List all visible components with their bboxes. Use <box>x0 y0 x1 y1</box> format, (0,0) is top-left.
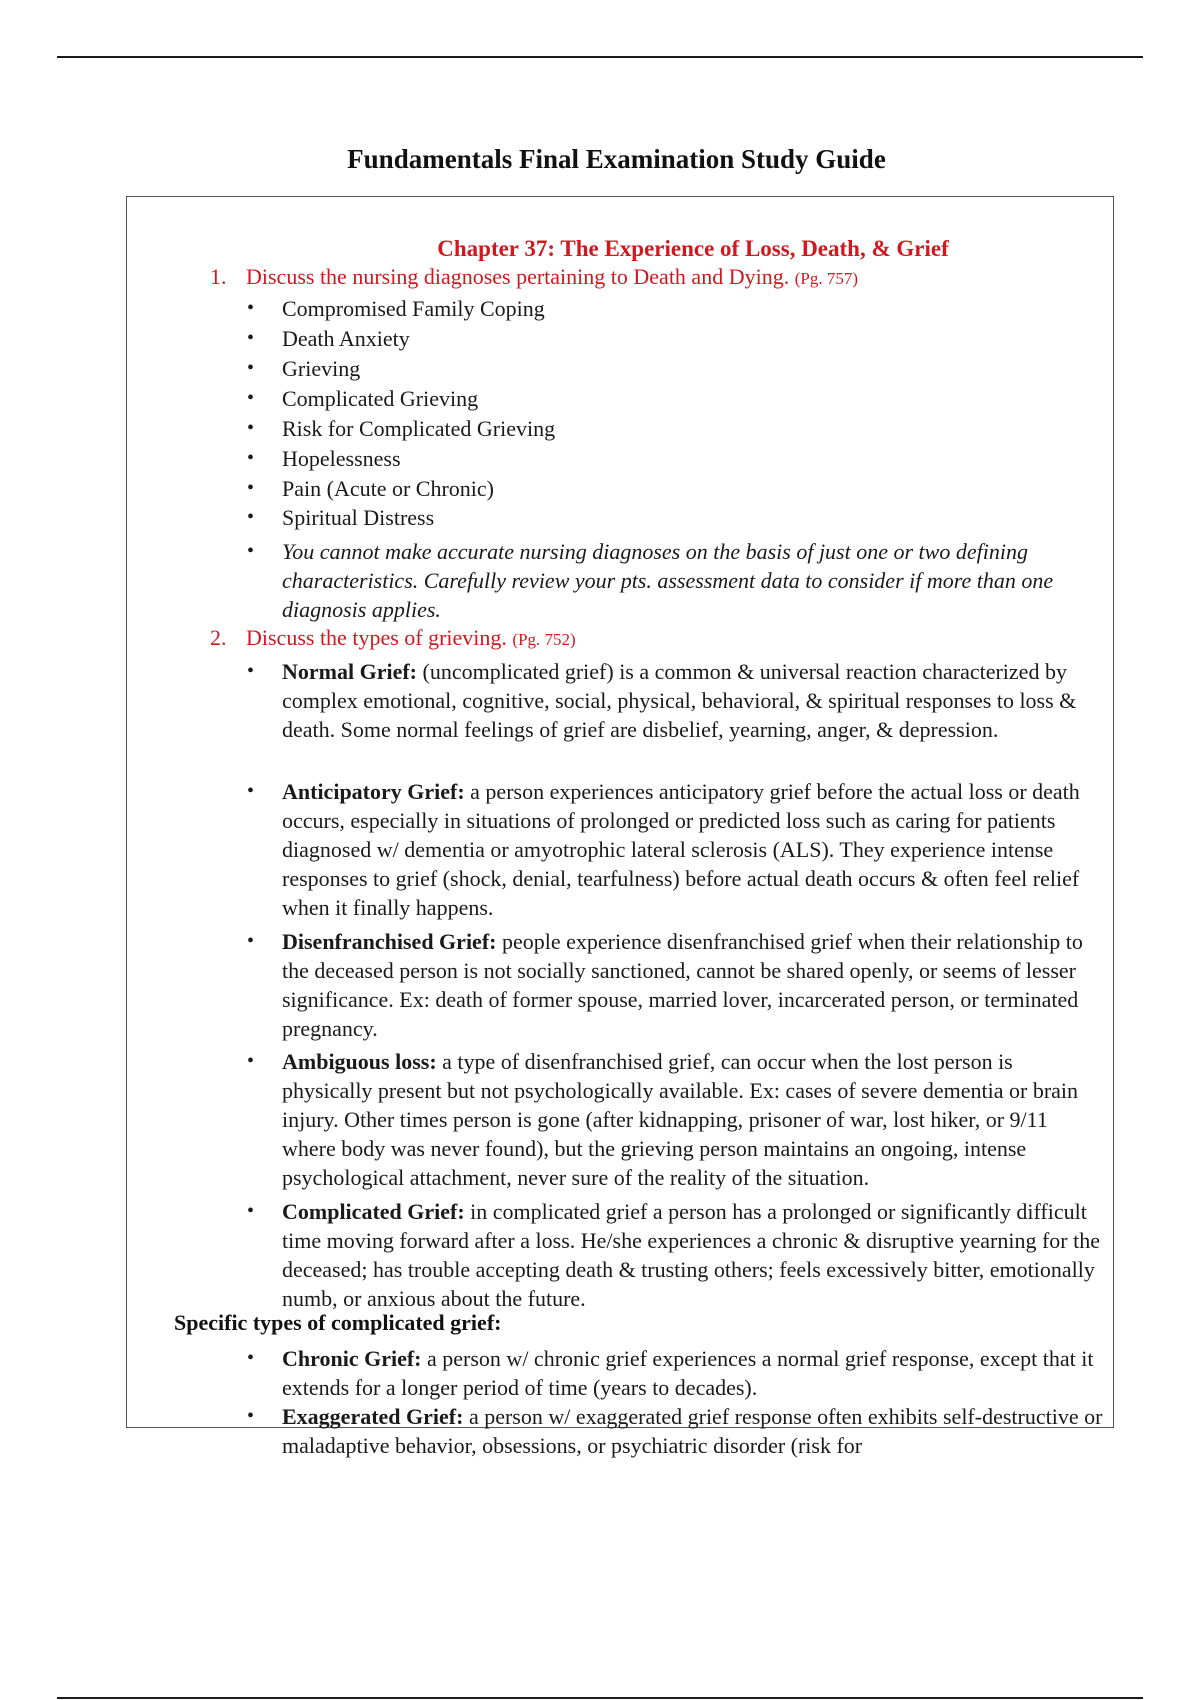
diagnosis-item: Complicated Grieving <box>282 386 479 411</box>
grief-type-description: a type of disenfranchised grief, can occur when the lost person is physically present but not psychologically available. Ex: cases of severe dementia or brain injury. Other times person is gone (after kidnapping, prisoner of war, lost hiker, or 9/11 where body was never found), but the grieving person maintains an ongoing, intense psychological attachment, never sure of the reality of the situation. <box>282 1049 1079 1190</box>
diagnosis-item: Spiritual Distress <box>282 505 435 530</box>
grief-type-description: a person w/ chronic grief experiences a normal grief response, except that it extends for a longer period of time (years to decades). <box>282 1346 1094 1400</box>
list-item <box>247 354 1107 383</box>
bullet-icon: • <box>247 540 255 562</box>
grief-type-entry <box>282 1402 1107 1460</box>
list-item <box>247 503 1107 532</box>
grief-type-description: a person w/ exaggerated grief response often exhibits self-destructive or maladaptive behavior, obsessions, or psychiatric disorder (risk for <box>282 1404 1103 1458</box>
chapter-heading: Chapter 37: The Experience of Loss, Death, & Grief <box>437 236 949 261</box>
page-reference: (Pg. 752) <box>512 630 576 649</box>
grief-type-description: in complicated grief a person has a prolonged or significantly difficult time moving forward after a loss. He/she experiences a chronic & disruptive yearning for the deceased; has trouble accepting death & trusting others; feels excessively bitter, emotionally numb, or anxious about the future. <box>282 1199 1100 1311</box>
page-reference: (Pg. 757) <box>794 269 858 288</box>
grief-type-term: Complicated Grief: <box>282 1199 465 1224</box>
bullet-icon: • <box>247 780 255 802</box>
list-item <box>247 1197 1107 1313</box>
bottom-rule <box>57 1697 1143 1699</box>
bullet-icon: • <box>247 327 255 349</box>
question-text: Discuss the types of grieving. <box>246 625 507 650</box>
question-2 <box>210 625 576 651</box>
question-number: 1. <box>210 264 227 289</box>
bullet-icon: • <box>247 930 255 952</box>
list-item <box>247 657 1107 744</box>
grief-type-description: (uncomplicated grief) is a common & universal reaction characterized by complex emotional, cognitive, social, physical, behavioral, & spiritual responses to loss & death. Some normal feelings of grief are disbelief, yearning, anger, & depression. <box>282 659 1077 742</box>
grief-type-term: Disenfranchised Grief: <box>282 929 497 954</box>
list-item <box>247 414 1107 443</box>
grief-type-term: Exaggerated Grief: <box>282 1404 464 1429</box>
grief-type-term: Ambiguous loss: <box>282 1049 437 1074</box>
diagnosis-item: Hopelessness <box>282 446 401 471</box>
bullet-icon: • <box>247 357 255 379</box>
list-item <box>247 294 1107 323</box>
list-item <box>247 1344 1107 1402</box>
diagnoses-note: You cannot make accurate nursing diagnoses on the basis of just one or two defining characteristics. Carefully review your pts. assessment data to consider if more than one diagnosis applies. <box>282 539 1054 622</box>
complicated-grief-subheading: Specific types of complicated grief: <box>174 1310 502 1335</box>
list-item <box>247 1402 1107 1460</box>
diagnosis-item: Compromised Family Coping <box>282 296 545 321</box>
grief-type-entry <box>282 1344 1107 1402</box>
grief-type-term: Normal Grief: <box>282 659 417 684</box>
bullet-icon: • <box>247 1050 255 1072</box>
bullet-icon: • <box>247 1200 255 1222</box>
list-item <box>247 1047 1107 1192</box>
list-item <box>247 474 1107 503</box>
bullet-icon: • <box>247 506 255 528</box>
list-item <box>247 777 1107 922</box>
grief-type-entry <box>282 1047 1107 1192</box>
bullet-icon: • <box>247 1347 255 1369</box>
grief-type-term: Chronic Grief: <box>282 1346 422 1371</box>
list-item <box>247 537 1107 624</box>
grief-type-entry <box>282 927 1107 1043</box>
question-number: 2. <box>210 625 227 650</box>
list-item <box>247 324 1107 353</box>
diagnosis-item: Grieving <box>282 356 361 381</box>
list-item <box>247 927 1107 1043</box>
question-text: Discuss the nursing diagnoses pertaining to Death and Dying. <box>246 264 790 289</box>
bullet-icon: • <box>247 387 255 409</box>
bullet-icon: • <box>247 297 255 319</box>
diagnosis-item: Pain (Acute or Chronic) <box>282 476 494 501</box>
bullet-icon: • <box>247 477 255 499</box>
list-item <box>247 444 1107 473</box>
grief-type-entry <box>282 1197 1107 1313</box>
grief-type-entry <box>282 777 1107 922</box>
grief-type-term: Anticipatory Grief: <box>282 779 465 804</box>
diagnosis-item: Risk for Complicated Grieving <box>282 416 556 441</box>
question-1 <box>210 264 858 290</box>
bullet-icon: • <box>247 447 255 469</box>
grief-type-description: a person experiences anticipatory grief before the actual loss or death occurs, especially in situations of prolonged or predicted loss such as caring for patients diagnosed w/ dementia or amyotrophic lateral sclerosis (ALS). They experience intense responses to grief (shock, denial, tearfulness) before actual death occurs & often feel relief when it finally happens. <box>282 779 1080 920</box>
document-title: Fundamentals Final Examination Study Guide <box>347 144 886 174</box>
bullet-icon: • <box>247 417 255 439</box>
grief-type-entry <box>282 657 1107 744</box>
bullet-icon: • <box>247 1405 255 1427</box>
diagnosis-item: Death Anxiety <box>282 326 410 351</box>
list-item <box>247 384 1107 413</box>
bullet-icon: • <box>247 660 255 682</box>
grief-type-description: people experience disenfranchised grief when their relationship to the deceased person is not socially sanctioned, cannot be shared openly, or seems of lesser significance. Ex: death of former spouse, married lover, incarcerated person, or terminated pregnancy. <box>282 929 1083 1041</box>
